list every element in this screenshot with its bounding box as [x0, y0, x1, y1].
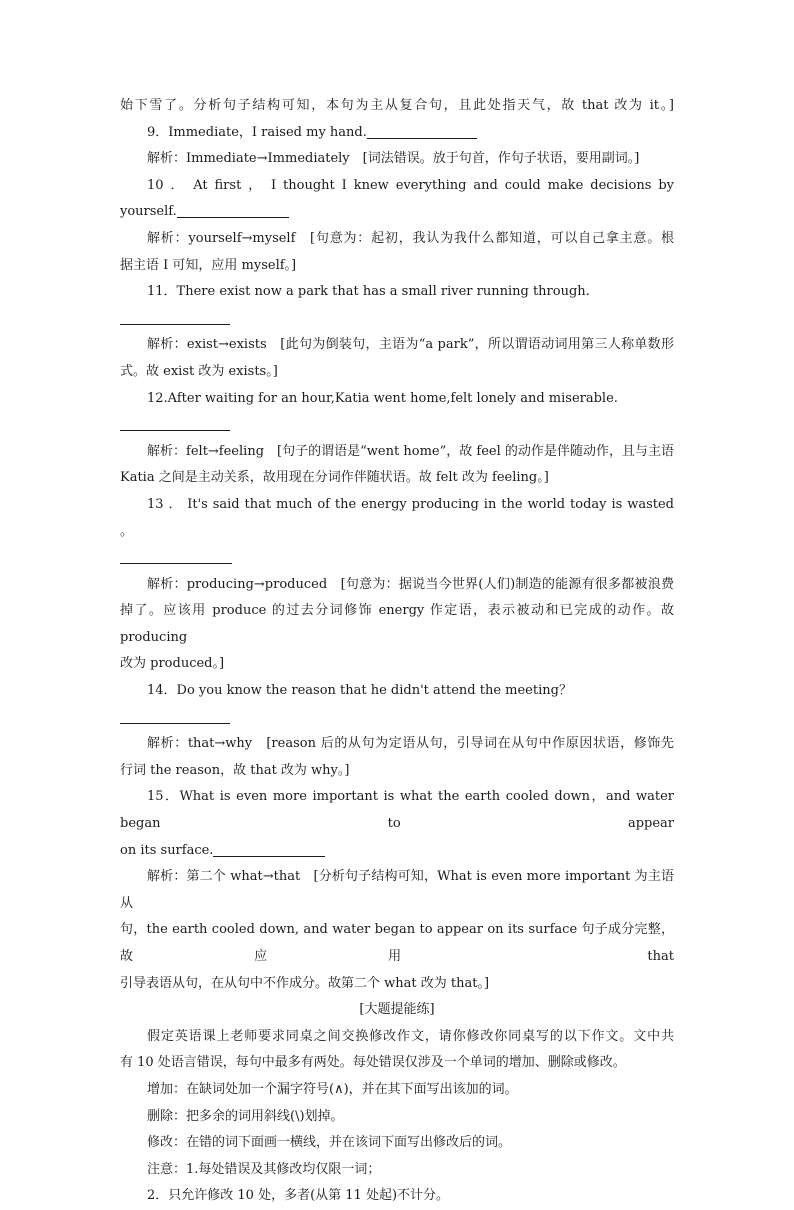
section-heading: [大题提能练] — [359, 1002, 435, 1018]
explanation-13-line-2: 掉了。应该用 produce 的过去分词修饰 energy 作定语，表示被动和已完成的动作。故 producing — [120, 603, 674, 645]
question-9-text: 9．Immediate，I raised my hand. — [147, 124, 367, 140]
explanation-14-line-2: 行词 the reason，故 that 改为 why。] — [120, 762, 350, 778]
explanation-15-line-3: 引导表语从句，在从句中不作成分。故第二个 what 改为 that。] — [120, 975, 490, 991]
instruction-line-2: 有 10 处语言错误，每句中最多有两处。每处错误仅涉及一个单词的增加、删除或修改。 — [120, 1055, 626, 1071]
explanation-10-line-2: 据主语 I 可知，应用 myself。] — [120, 257, 297, 273]
question-14 — [120, 678, 674, 731]
explanation-10-line-1: 解析：yourself→myself [句意为：起初，我认为我什么都知道，可以自己拿主意。根 — [147, 230, 674, 246]
explanation-11-line-1: 解析：exist→exists [此句为倒装句，主语为“a park”，所以谓语动词用第三人称单数形 — [147, 337, 674, 353]
question-15-line-2 — [120, 838, 674, 865]
explanation-12-line-1: 解析：felt→feeling [句子的谓语是“went home”，故 feel 的动作是伴随动作，且与主语 — [147, 443, 674, 459]
instruction-line-1: 假定英语课上老师要求同桌之间交换修改作文，请你修改你同桌写的以下作文。文中共 — [147, 1028, 674, 1044]
explanation-15-line-2: 句，the earth cooled down, and water began to appear on its surface 句子成分完整，故应用 that — [120, 922, 674, 964]
question-13-line-1: 13 ． It's said that much of the energy producing in the world today is wasted 。 — [120, 496, 674, 539]
question-15-text: on its surface. — [120, 842, 214, 858]
question-14-text: 14．Do you know the reason that he didn't attend the meeting？ — [147, 683, 572, 699]
explanation-9: 解析：Immediate→Immediately [词法错误。放于句首，作句子状语，要用副词。] — [147, 151, 640, 167]
answer-blank-12[interactable] — [120, 416, 230, 431]
explanation-12-line-2: Katia 之间是主动关系，故用现在分词作伴随状语。故 felt 改为 feeling。] — [120, 470, 549, 486]
question-12 — [120, 386, 674, 439]
question-11 — [120, 279, 674, 332]
line-1: 始下雪了。分析句子结构可知，本句为主从复合句，且此处指天气，故 that 改为 it。] — [120, 98, 674, 113]
answer-blank-10[interactable] — [177, 203, 289, 218]
explanation-13-line-3: 改为 produced。] — [120, 656, 225, 672]
explanation-13-line-1: 解析：producing→produced [句意为：据说当今世界(人们)制造的能源有很多都被浪费 — [147, 576, 674, 592]
question-10-line-2 — [120, 199, 674, 226]
question-11-text: 11．There exist now a park that has a small river running through. — [147, 284, 590, 300]
question-9 — [120, 120, 674, 147]
instruction-add: 增加：在缺词处加一个漏字符号(∧)，并在其下面写出该加的词。 — [147, 1081, 518, 1097]
explanation-14-line-1: 解析：that→why [reason 后的从句为定语从句，引导词在从句中作原因状语，修饰先 — [147, 736, 674, 752]
document-page — [120, 93, 674, 1210]
question-10-line-1: 10 ． At first ， I thought I knew everything and could make decisions by — [147, 177, 674, 193]
explanation-15-line-1: 解析：第二个 what→that [分析句子结构可知，What is even more important 为主语从 — [120, 869, 674, 911]
answer-blank-15[interactable] — [213, 842, 325, 857]
question-10-text: yourself. — [120, 204, 177, 220]
answer-blank-14[interactable] — [120, 709, 230, 724]
question-12-text: 12.After waiting for an hour,Katia went home,felt lonely and miserable. — [147, 390, 618, 406]
instruction-note-2: 2．只允许修改 10 处，多者(从第 11 处起)不计分。 — [147, 1188, 450, 1204]
answer-blank-9[interactable] — [367, 124, 477, 139]
explanation-11-line-2: 式。故 exist 改为 exists。] — [120, 363, 278, 379]
answer-blank-11[interactable] — [120, 310, 230, 325]
question-15-line-1: 15．What is even more important is what the earth cooled down，and water began to appear — [120, 789, 674, 832]
answer-blank-13[interactable] — [120, 549, 232, 564]
instruction-modify: 修改：在错的词下面画一横线，并在该词下面写出修改后的词。 — [147, 1135, 512, 1151]
question-13-line-2 — [120, 545, 674, 572]
instruction-delete: 删除：把多余的词用斜线(\)划掉。 — [147, 1108, 344, 1124]
instruction-note-1: 注意：1.每处错误及其修改均仅限一词； — [147, 1161, 381, 1177]
